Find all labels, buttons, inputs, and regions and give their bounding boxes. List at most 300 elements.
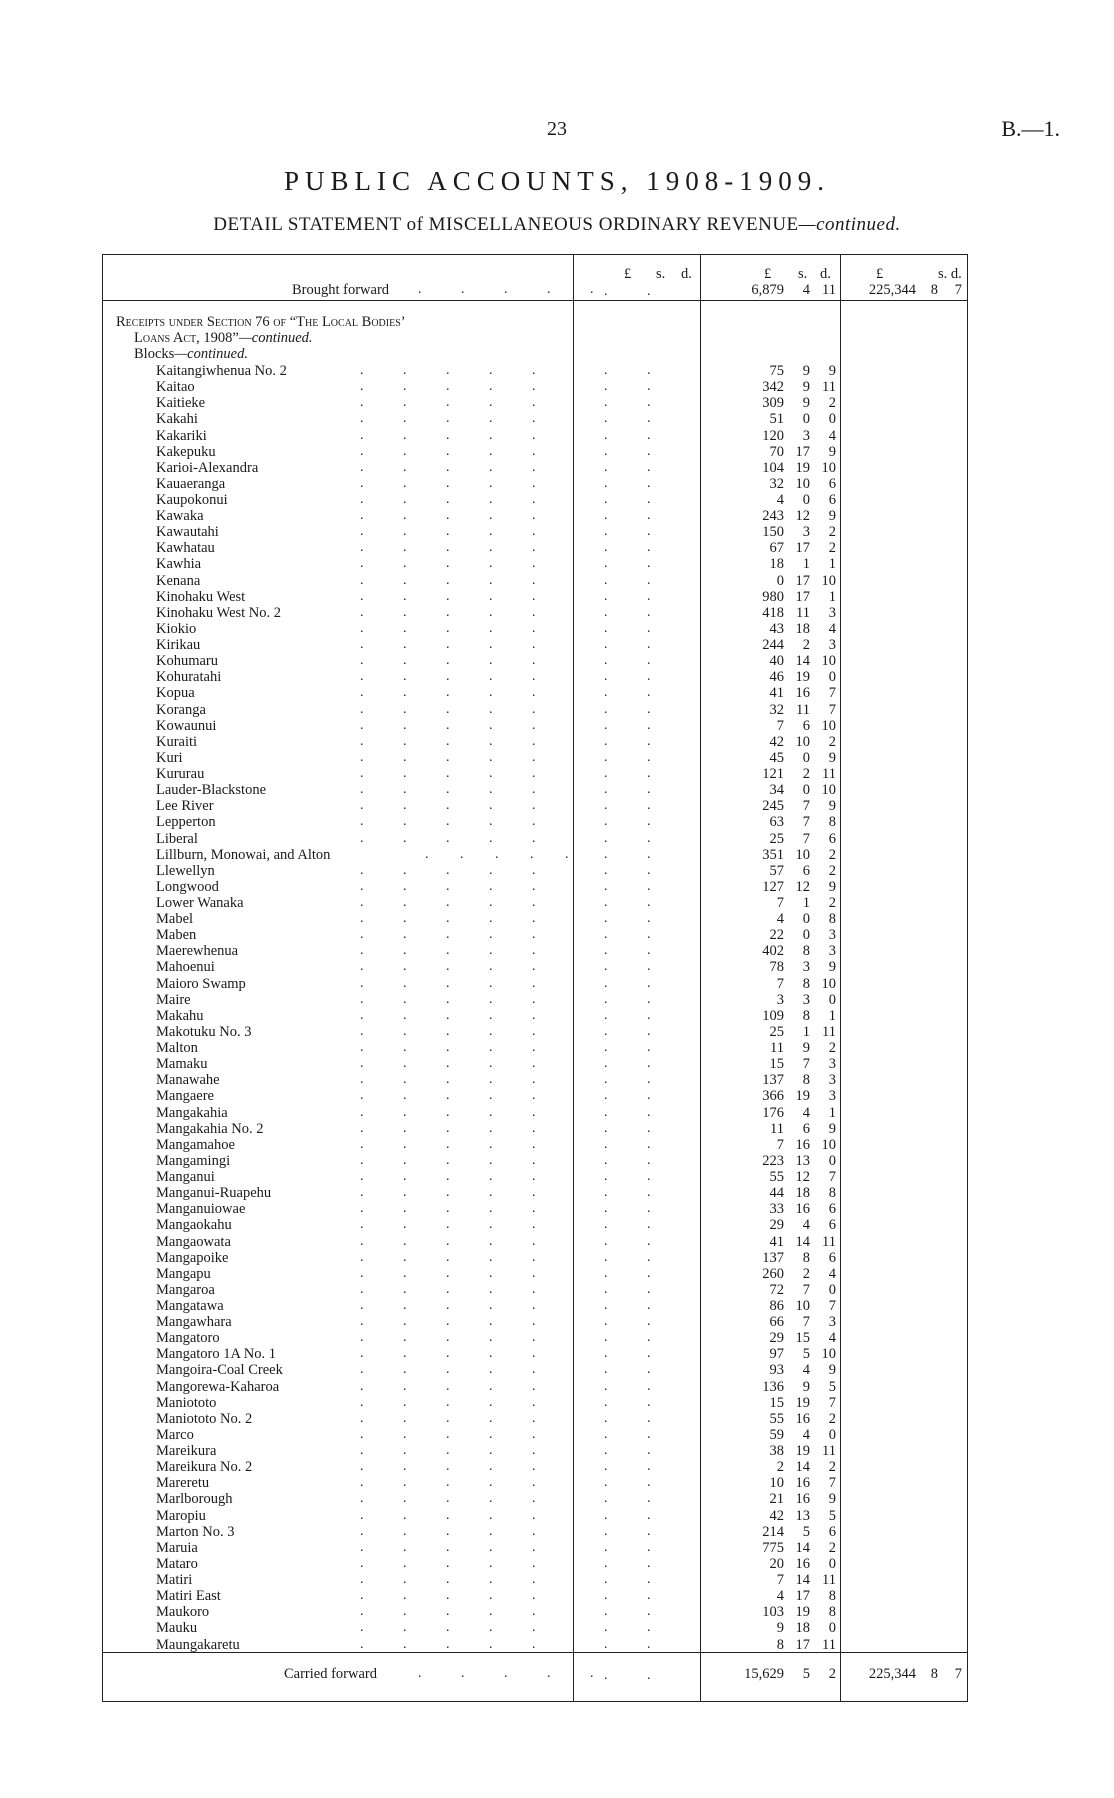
leader-dots: . . . . . [360,830,554,846]
block-amount-pounds: 45 [769,749,784,766]
col2-shillings-header: s. [798,266,808,282]
block-name: Mangamingi [156,1152,231,1169]
col1-pence-header: d. [681,266,692,282]
block-amount-shillings: 15 [795,1330,810,1347]
block-amount-pounds: 11 [770,1120,784,1137]
block-amount-shillings: 9 [802,1040,810,1056]
col1-leader-dots: . . [604,1507,669,1523]
col1-leader-dots: . . [604,492,669,507]
block-name: Mangatoro [156,1330,220,1347]
col1-leader-dots: . . [604,911,669,927]
block-amount-pence: 4 [828,1265,836,1282]
brought-forward-col3-pence: 7 [954,282,962,298]
block-amount-pounds: 32 [769,475,784,492]
block-amount-pounds: 351 [762,846,784,863]
col1-leader-dots: . . [604,1298,669,1313]
block-name: Kiokio [156,620,197,637]
block-amount-shillings: 9 [802,395,810,412]
leader-dots: . . . . . [360,1507,554,1523]
col1-leader-dots: . . [604,717,669,733]
block-amount-pence: 10 [821,1346,836,1363]
block-name: Manganuiowae [156,1201,246,1218]
leader-dots: . . . . . [360,1588,554,1604]
block-amount-pounds: 40 [769,653,784,670]
block-amount-pounds: 9 [776,1620,784,1637]
leader-dots: . . . . . [360,1410,554,1426]
leader-dots: . . . . . [360,1104,554,1120]
col1-leader-dots: . . [604,1152,669,1168]
block-amount-shillings: 10 [795,475,810,492]
block-amount-pence: 11 [822,379,836,396]
leader-dots: . . . . . [360,798,554,814]
col1-leader-dots: . . [604,540,669,556]
block-amount-pence: 1 [828,556,836,573]
block-amount-pence: 3 [828,1314,836,1331]
leader-dots: . . . . . [360,1620,554,1636]
block-amount-shillings: 16 [795,1475,810,1492]
col1-leader-dots: . . [604,814,669,830]
col1-leader-dots: . . [604,459,669,475]
brought-forward-col3-shillings: 8 [930,282,938,298]
block-name: Llewellyn [156,862,215,879]
block-name: Marlborough [156,1491,233,1508]
block-amount-pounds: 8 [776,1636,784,1653]
block-amount-pence: 1 [828,588,836,605]
block-name: Kuri [156,749,183,766]
leader-dots: . . . . . [360,508,554,524]
block-amount-shillings: 17 [795,572,810,589]
leader-dots: . . . . . [360,379,554,395]
block-amount-pence: 3 [828,1088,836,1105]
leader-dots: . . . . . [360,1491,554,1507]
leader-dots: . . . . . [360,540,554,556]
block-amount-pounds: 775 [762,1539,784,1556]
block-amount-pence: 8 [828,1604,836,1621]
col1-leader-dots: . . [604,1056,669,1072]
leader-dots: . . . . . [360,1185,554,1201]
column-divider-2 [700,254,701,1702]
leader-dots: . . . . . [360,749,554,765]
block-amount-pounds: 176 [762,1104,784,1121]
section-heading-continued: —continued. [238,330,313,346]
block-name: Mareikura No. 2 [156,1459,253,1476]
leader-dots: . . . . . [360,1152,554,1168]
brought-forward-rule [102,300,968,301]
block-amount-shillings: 7 [802,1314,810,1331]
col1-leader-dots: . . [604,959,669,975]
block-name: Liberal [156,830,198,847]
block-amount-pounds: 25 [769,1023,784,1040]
block-amount-shillings: 12 [795,1169,810,1185]
leader-dots: . . . . . [360,1265,554,1281]
leader-dots: . . . . . [360,1443,554,1458]
leader-dots: . . . . . [360,1136,554,1152]
block-name: Maioro Swamp [156,975,246,992]
leader-dots: . . . . . [360,1539,554,1555]
block-name: Mareretu [156,1475,210,1492]
block-amount-pence: 7 [828,685,836,702]
block-amount-pence: 10 [821,782,836,799]
block-amount-shillings: 3 [802,427,810,444]
block-amount-pence: 6 [828,1201,836,1218]
block-amount-pence: 0 [828,1281,836,1298]
block-amount-pounds: 980 [762,588,784,605]
block-name: Malton [156,1040,198,1056]
block-name: Mangakahia [156,1104,228,1121]
leader-dots: . . . . . [360,395,554,411]
leader-dots: . . . . . [425,846,583,862]
block-amount-pence: 2 [828,395,836,412]
block-amount-pence: 10 [821,459,836,476]
block-amount-shillings: 19 [795,1443,810,1459]
brought-forward-col3-pounds: 225,344 [868,282,916,298]
block-amount-pounds: 11 [770,1040,784,1056]
block-name: Lee River [156,798,214,815]
block-amount-pence: 0 [828,411,836,428]
block-amount-pounds: 29 [769,1217,784,1234]
block-amount-pounds: 4 [776,1588,784,1605]
blocks-subheading: Blocks—continued. [134,346,248,362]
block-amount-pounds: 86 [769,1298,784,1314]
block-amount-pounds: 7 [776,1136,784,1153]
block-amount-shillings: 3 [802,991,810,1008]
block-amount-shillings: 0 [802,411,810,428]
block-amount-shillings: 0 [802,927,810,944]
block-amount-pounds: 41 [769,1233,784,1250]
col1-leader-dots: . . [604,862,669,878]
block-amount-pence: 10 [821,653,836,670]
section-heading-line2 [134,330,313,346]
col1-leader-dots: . . [604,1426,669,1442]
block-amount-pounds: 34 [769,782,784,799]
leader-dots: . . . . . [360,604,554,620]
block-name: Matiri East [156,1588,221,1605]
block-amount-shillings: 17 [795,588,810,605]
col1-leader-dots: . . [604,1265,669,1281]
block-name: Mangapoike [156,1249,229,1266]
block-amount-pounds: 44 [769,1185,784,1202]
block-amount-pence: 4 [828,427,836,444]
block-name: Maukoro [156,1604,210,1621]
block-amount-pence: 9 [828,878,836,895]
block-amount-pounds: 32 [769,701,784,718]
block-name: Marton No. 3 [156,1523,235,1540]
block-name: Manawahe [156,1072,220,1089]
col1-leader-dots: . . [604,1572,669,1587]
carried-forward-col2-shillings: 5 [802,1666,810,1682]
leader-dots: . . . . . [360,1072,554,1088]
leader-dots: . . . . . [360,1007,554,1023]
col2-pence-header: d. [820,266,831,282]
block-amount-pounds: 366 [762,1088,784,1105]
block-amount-pence: 6 [828,1217,836,1234]
block-amount-pence: 0 [828,1620,836,1637]
leader-dots: . . . . . [360,572,554,588]
block-amount-pounds: 342 [762,379,784,396]
leader-dots: . . . . . [360,862,554,878]
block-amount-shillings: 8 [802,1007,810,1024]
block-name: Matiri [156,1572,193,1588]
leader-dots: . . . . . [360,475,554,491]
leader-dots: . . . . . [360,1088,554,1104]
col1-leader-dots: . . [604,1443,669,1458]
block-amount-shillings: 7 [802,798,810,815]
column-divider-1 [573,254,574,1702]
block-name: Mangaroa [156,1281,215,1298]
page-number: 23 [547,118,567,140]
block-name: Kawhia [156,556,202,573]
leader-dots: . . . . . [360,363,554,378]
block-amount-pence: 0 [828,669,836,686]
block-name: Koranga [156,701,206,718]
block-amount-pounds: 78 [769,959,784,976]
block-amount-pence: 3 [828,637,836,653]
block-amount-pence: 11 [822,1572,836,1588]
block-amount-pounds: 137 [762,1249,784,1266]
leader-dots: . . . . . [360,959,554,975]
leader-dots: . . . . . [360,1298,554,1313]
leader-dots: . . . . . [360,1169,554,1184]
block-amount-shillings: 6 [802,717,810,734]
block-amount-pence: 9 [828,959,836,976]
block-amount-shillings: 19 [795,459,810,476]
block-name: Kirikau [156,637,201,653]
col1-leader-dots: . . [604,588,669,604]
block-amount-shillings: 1 [802,556,810,573]
block-name: Mamaku [156,1056,208,1073]
block-amount-pence: 11 [822,1023,836,1040]
block-amount-pounds: 25 [769,830,784,847]
block-amount-pence: 4 [828,620,836,637]
leader-dots: . . . . . [360,524,554,540]
block-name: Maire [156,991,191,1008]
col1-leader-dots: . . [604,975,669,991]
block-amount-pounds: 7 [776,1572,784,1588]
block-amount-shillings: 0 [802,782,810,799]
col1-leader-dots: . . [604,620,669,636]
block-amount-pounds: 55 [769,1169,784,1185]
block-amount-pounds: 109 [762,1007,784,1024]
block-name: Kakahi [156,411,198,428]
col1-leader-dots: . . [604,1378,669,1394]
leader-dots: . . . . . [360,733,554,749]
leader-dots: . . . . . [360,766,554,781]
block-amount-pence: 9 [828,1120,836,1137]
block-amount-shillings: 19 [795,1088,810,1105]
carried-forward-col3-pence: 7 [954,1666,962,1682]
block-amount-pence: 2 [828,540,836,557]
leader-dots: . . . . . [360,1378,554,1394]
leader-dots: . . . . . [360,1201,554,1217]
leader-dots: . . . . . [360,878,554,894]
block-amount-pounds: 72 [769,1281,784,1298]
col1-leader-dots: . . [604,1330,669,1346]
col1-leader-dots: . . [604,1023,669,1039]
block-amount-pence: 8 [828,911,836,928]
block-amount-shillings: 4 [802,1217,810,1234]
block-amount-pence: 7 [828,1394,836,1411]
col1-leader-dots: . . [604,653,669,669]
block-name: Lepperton [156,814,216,831]
leader-dots: . . . . . [360,975,554,991]
carried-forward-col1-leader: . . [604,1668,669,1683]
block-name: Kawaka [156,508,204,525]
col1-leader-dots: . . [604,766,669,781]
block-name: Kakepuku [156,443,216,460]
leader-dots: . . . . . [360,1314,554,1330]
leader-dots: . . . . . [360,1023,554,1039]
block-amount-pounds: 21 [769,1491,784,1508]
leader-dots: . . . . . [360,669,554,685]
block-name: Maniototo [156,1394,217,1411]
block-amount-pence: 7 [828,1475,836,1492]
leader-dots: . . . . . [360,1394,554,1410]
leader-dots: . . . . . [360,1040,554,1055]
block-amount-pounds: 29 [769,1330,784,1347]
leader-dots: . . . . . [360,1459,554,1475]
col1-leader-dots: . . [604,927,669,943]
carried-forward-label: Carried forward [284,1666,377,1682]
block-amount-shillings: 5 [802,1346,810,1363]
block-amount-pence: 8 [828,814,836,831]
block-amount-pounds: 20 [769,1555,784,1572]
col1-leader-dots: . . [604,1072,669,1088]
block-amount-pounds: 243 [762,508,784,525]
col1-leader-dots: . . [604,1233,669,1249]
block-name: Kinohaku West No. 2 [156,604,282,621]
col1-leader-dots: . . [604,1410,669,1426]
leader-dots: . . . . . [360,411,554,427]
col1-leader-dots: . . [604,1636,669,1652]
col1-leader-dots: . . [604,1314,669,1330]
block-amount-pence: 9 [828,798,836,815]
col1-leader-dots: . . [604,475,669,491]
leader-dots: . . . . . [360,717,554,733]
leader-dots: . . . . . [360,1217,554,1233]
col1-leader-dots: . . [604,1281,669,1297]
block-name: Kaitieke [156,395,206,412]
col1-leader-dots: . . [604,1523,669,1539]
block-name: Mareikura [156,1443,217,1459]
block-amount-pence: 7 [828,1298,836,1314]
col1-leader-dots: . . [604,524,669,540]
leader-dots: . . . . . [360,814,554,830]
block-name: Kenana [156,572,201,589]
brought-forward-label: Brought forward [292,282,390,298]
block-amount-pence: 0 [828,991,836,1008]
block-amount-pounds: 59 [769,1426,784,1443]
leader-dots: . . . . . [360,991,554,1007]
block-amount-pounds: 38 [769,1443,784,1459]
block-amount-shillings: 18 [795,1185,810,1202]
leader-dots: . . . . . [360,653,554,669]
col1-leader-dots: . . [604,749,669,765]
block-name: Mataro [156,1555,198,1572]
block-amount-pounds: 33 [769,1201,784,1218]
block-amount-shillings: 4 [802,1104,810,1121]
block-amount-pounds: 402 [762,943,784,960]
block-amount-pence: 1 [828,1007,836,1024]
col1-leader-dots: . . [604,1539,669,1555]
block-name: Kururau [156,766,205,782]
block-name: Makotuku No. 3 [156,1023,252,1040]
leader-dots: . . . . . [360,1330,554,1346]
leader-dots: . . . . . [360,1572,554,1587]
col1-shillings-header: s. [656,266,666,282]
col1-leader-dots: . . [604,701,669,717]
block-amount-pence: 2 [828,1459,836,1476]
col1-leader-dots: . . [604,363,669,378]
block-amount-pounds: 2 [776,1459,784,1476]
block-name: Mangaokahu [156,1217,232,1234]
block-amount-pounds: 103 [762,1604,784,1621]
page-title: PUBLIC ACCOUNTS, 1908-1909. [283,166,831,196]
block-amount-pounds: 43 [769,620,784,637]
block-amount-pence: 0 [828,1152,836,1169]
block-name: Kakariki [156,427,207,444]
block-amount-pounds: 46 [769,669,784,686]
leader-dots: . . . . . [360,427,554,443]
block-name: Maungakaretu [156,1636,240,1653]
block-amount-pence: 2 [828,862,836,879]
block-name: Mahoenui [156,959,215,976]
leader-dots: . . . . . [360,1281,554,1297]
block-amount-pence: 3 [828,1072,836,1089]
block-amount-shillings: 0 [802,911,810,928]
block-name: Manganui [156,1169,215,1185]
block-amount-pence: 8 [828,1588,836,1605]
col1-leader-dots: . . [604,1217,669,1233]
col1-leader-dots: . . [604,1136,669,1152]
leader-dots: . . . . . [360,782,554,798]
block-amount-pence: 8 [828,1185,836,1202]
block-amount-pounds: 223 [762,1152,784,1169]
col1-leader-dots: . . [604,637,669,652]
block-amount-pounds: 55 [769,1410,784,1427]
block-amount-shillings: 16 [795,1491,810,1508]
col3-shillings-pence-header: s. d. [938,266,962,282]
block-amount-shillings: 13 [795,1507,810,1524]
block-name: Mauku [156,1620,198,1637]
block-amount-pounds: 7 [776,895,784,911]
block-amount-pence: 9 [828,443,836,460]
block-name: Kawautahi [156,524,219,541]
block-amount-shillings: 11 [796,701,810,718]
block-amount-pence: 9 [828,363,836,379]
block-name: Maben [156,927,197,944]
block-amount-shillings: 8 [802,943,810,960]
block-amount-shillings: 14 [795,1459,810,1476]
block-amount-pounds: 97 [769,1346,784,1363]
col1-leader-dots: . . [604,830,669,846]
block-amount-pounds: 7 [776,717,784,734]
col1-leader-dots: . . [604,1249,669,1265]
col1-leader-dots: . . [604,878,669,894]
block-amount-pounds: 127 [762,878,784,895]
carried-forward-leader: . . . . . [418,1666,612,1681]
block-amount-pence: 6 [828,1249,836,1266]
block-name: Mangakahia No. 2 [156,1120,264,1137]
col1-leader-dots: . . [604,733,669,749]
leader-dots: . . . . . [360,1362,554,1378]
block-amount-pounds: 70 [769,443,784,460]
block-amount-pence: 0 [828,1555,836,1572]
col1-leader-dots: . . [604,895,669,910]
col1-leader-dots: . . [604,1346,669,1362]
block-amount-shillings: 18 [795,620,810,637]
leader-dots: . . . . . [360,620,554,636]
leader-dots: . . . . . [360,911,554,927]
